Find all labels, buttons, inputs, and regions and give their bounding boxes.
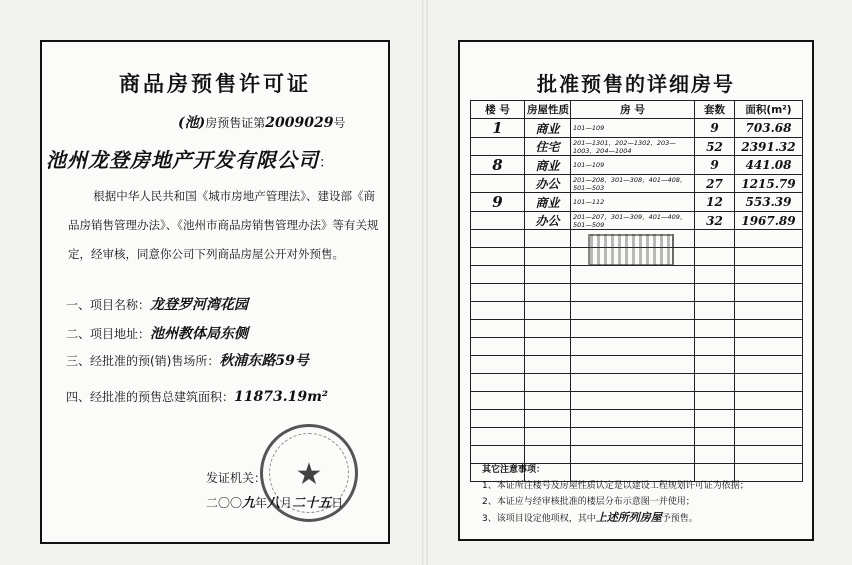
date-month-suffix: 月 — [280, 496, 293, 510]
empty-cell — [471, 392, 525, 410]
empty-cell — [695, 230, 735, 248]
empty-cell — [471, 410, 525, 428]
blank-rows — [471, 230, 803, 482]
note3-mid: 设定他项权，其中 — [523, 514, 596, 524]
item-total-area — [66, 388, 328, 405]
empty-cell — [695, 302, 735, 320]
empty-cell — [735, 302, 803, 320]
issue-date — [206, 492, 343, 511]
empty-cell — [571, 338, 695, 356]
item-project-address — [66, 323, 248, 343]
company-name-text: 池州龙登房地产开发有限公司 — [46, 148, 319, 172]
cell-rooms: 101—112 — [571, 193, 695, 212]
cell-nature: 商业 — [525, 193, 571, 212]
empty-table-row — [471, 302, 803, 320]
cert-number-value: 2009029 — [265, 115, 334, 131]
cert-suffix: 号 — [333, 116, 346, 130]
star-icon: ★ — [295, 457, 323, 492]
date-day-suffix: 日 — [331, 496, 344, 510]
empty-cell — [695, 356, 735, 374]
cell-area: 703.68 — [735, 119, 803, 138]
cell-building — [471, 212, 525, 230]
empty-table-row — [471, 428, 803, 446]
item-label: 一、项目名称： — [66, 298, 151, 312]
table-header-row — [471, 101, 803, 119]
cell-area: 2391.32 — [735, 138, 803, 156]
empty-cell — [571, 284, 695, 302]
empty-cell — [525, 266, 571, 284]
empty-table-row — [471, 284, 803, 302]
notes-section — [482, 462, 804, 527]
cert-prefix: (池) — [178, 115, 206, 131]
note-item — [482, 510, 804, 527]
cell-count: 27 — [695, 175, 735, 193]
empty-cell — [525, 356, 571, 374]
company-colon: ： — [319, 155, 334, 171]
empty-table-row — [471, 320, 803, 338]
cell-building: 9 — [471, 193, 525, 212]
empty-table-row — [471, 356, 803, 374]
cell-count: 52 — [695, 138, 735, 156]
cell-nature: 商业 — [525, 156, 571, 175]
empty-cell — [695, 392, 735, 410]
item-project-name — [66, 294, 248, 314]
cell-nature: 办公 — [525, 175, 571, 193]
table-row — [471, 119, 803, 138]
header-area: 面积(m²) — [735, 101, 803, 119]
empty-cell — [735, 410, 803, 428]
empty-cell — [695, 320, 735, 338]
empty-cell — [735, 392, 803, 410]
item-value: 秋浦东路59号 — [219, 353, 309, 369]
item-sales-location — [66, 350, 309, 370]
cell-rooms: 201—208，301—308，401—408，501—503 — [571, 175, 695, 193]
empty-cell — [571, 320, 695, 338]
empty-cell — [571, 428, 695, 446]
note3-prefix: 3、该项目 — [482, 514, 524, 524]
empty-cell — [525, 392, 571, 410]
certificate-frame — [40, 40, 390, 544]
empty-cell — [695, 446, 735, 464]
item-value: 池州教体局东侧 — [150, 326, 249, 342]
left-page — [0, 0, 422, 565]
date-prefix: 二〇〇 — [206, 496, 243, 510]
empty-cell — [471, 302, 525, 320]
cell-nature: 商业 — [525, 119, 571, 138]
cell-rooms: 101—109 — [571, 156, 695, 175]
cell-area: 441.08 — [735, 156, 803, 175]
empty-cell — [471, 428, 525, 446]
empty-cell — [471, 374, 525, 392]
empty-cell — [571, 410, 695, 428]
cert-label: 房预售证第 — [205, 116, 266, 130]
date-day: 二十五 — [292, 496, 332, 511]
empty-cell — [525, 248, 571, 266]
empty-cell — [571, 446, 695, 464]
header-building: 楼 号 — [471, 101, 525, 119]
empty-table-row — [471, 392, 803, 410]
empty-cell — [735, 320, 803, 338]
empty-cell — [471, 446, 525, 464]
date-year-suffix: 年 — [255, 496, 268, 510]
empty-cell — [525, 284, 571, 302]
empty-cell — [571, 266, 695, 284]
empty-cell — [525, 374, 571, 392]
empty-cell — [471, 266, 525, 284]
certificate-title: 商品房预售许可证 — [119, 71, 311, 96]
table-row — [471, 212, 803, 230]
empty-cell — [695, 410, 735, 428]
cell-count: 12 — [695, 193, 735, 212]
cell-nature: 办公 — [525, 212, 571, 230]
note3-handwritten: 上述所列房屋 — [595, 511, 662, 524]
certificate-number — [178, 112, 345, 132]
empty-cell — [525, 410, 571, 428]
room-table — [470, 100, 803, 482]
empty-cell — [695, 428, 735, 446]
company-name — [46, 144, 334, 173]
empty-cell — [695, 338, 735, 356]
empty-cell — [695, 374, 735, 392]
header-count: 套数 — [695, 101, 735, 119]
cell-building: 8 — [471, 156, 525, 175]
empty-cell — [471, 338, 525, 356]
item-label: 四、经批准的预售总建筑面积： — [66, 390, 235, 404]
empty-cell — [735, 248, 803, 266]
empty-cell — [735, 230, 803, 248]
approval-paragraph: 根据中华人民共和国《城市房地产管理法》、建设部《商品房销售管理办法》、《池州市商品房销售管理办法》等有关规定，经审核，同意你公司下列商品房屋公开对外预售。 — [68, 189, 379, 261]
empty-table-row — [471, 374, 803, 392]
empty-table-row — [471, 338, 803, 356]
void-stamp — [588, 234, 674, 266]
empty-cell — [525, 302, 571, 320]
room-list-frame — [458, 40, 814, 541]
empty-cell — [735, 266, 803, 284]
room-list-title: 批准预售的详细房号 — [537, 72, 735, 96]
cell-rooms: 201—207，301—309，401—409，501—509 — [571, 212, 695, 230]
empty-cell — [525, 338, 571, 356]
note-item: 2、本证应与经审核批准的楼层分布示意图一并使用； — [482, 497, 695, 507]
empty-cell — [735, 428, 803, 446]
empty-cell — [571, 374, 695, 392]
empty-cell — [471, 230, 525, 248]
cell-area: 1967.89 — [735, 212, 803, 230]
empty-table-row — [471, 266, 803, 284]
empty-cell — [471, 248, 525, 266]
cell-rooms: 201—1301，202—1302，203—1003，204—1004 — [571, 138, 695, 156]
note3-suffix: 予预售。 — [661, 514, 698, 524]
right-page — [428, 0, 852, 565]
empty-cell — [471, 320, 525, 338]
cell-building — [471, 138, 525, 156]
empty-cell — [695, 248, 735, 266]
cell-nature: 住宅 — [525, 138, 571, 156]
cell-area: 1215.79 — [735, 175, 803, 193]
date-month: 八 — [267, 496, 281, 511]
item-value: 龙登罗河湾花园 — [150, 297, 249, 313]
table-row — [471, 156, 803, 175]
empty-cell — [695, 284, 735, 302]
empty-cell — [735, 284, 803, 302]
empty-cell — [735, 374, 803, 392]
empty-cell — [525, 446, 571, 464]
empty-cell — [525, 428, 571, 446]
empty-cell — [525, 320, 571, 338]
table-row — [471, 175, 803, 193]
header-rooms: 房 号 — [571, 101, 695, 119]
item-value: 11873.19m² — [234, 389, 329, 405]
table-row — [471, 138, 803, 156]
notes-title: 其它注意事项： — [482, 465, 546, 475]
empty-cell — [471, 284, 525, 302]
empty-cell — [735, 338, 803, 356]
empty-cell — [571, 356, 695, 374]
empty-table-row — [471, 410, 803, 428]
cell-count: 9 — [695, 119, 735, 138]
empty-cell — [695, 266, 735, 284]
empty-cell — [735, 356, 803, 374]
item-label: 二、项目地址： — [66, 327, 151, 341]
header-nature: 房屋性质 — [525, 101, 571, 119]
cell-count: 9 — [695, 156, 735, 175]
empty-cell — [571, 302, 695, 320]
cell-rooms: 101—109 — [571, 119, 695, 138]
cell-area: 553.39 — [735, 193, 803, 212]
empty-table-row — [471, 446, 803, 464]
issuer-label: 发证机关： — [206, 471, 267, 485]
empty-cell — [471, 356, 525, 374]
item-label: 三、经批准的预(销)售场所： — [66, 354, 220, 368]
empty-cell — [735, 446, 803, 464]
note-item: 1、本证所注楼号及房屋性质认定是以建设工程规划许可证为依据； — [482, 481, 749, 491]
table-row — [471, 193, 803, 212]
date-year: 九 — [242, 496, 256, 511]
cell-building: 1 — [471, 119, 525, 138]
empty-cell — [525, 230, 571, 248]
empty-cell — [571, 392, 695, 410]
cell-building — [471, 175, 525, 193]
cell-count: 32 — [695, 212, 735, 230]
